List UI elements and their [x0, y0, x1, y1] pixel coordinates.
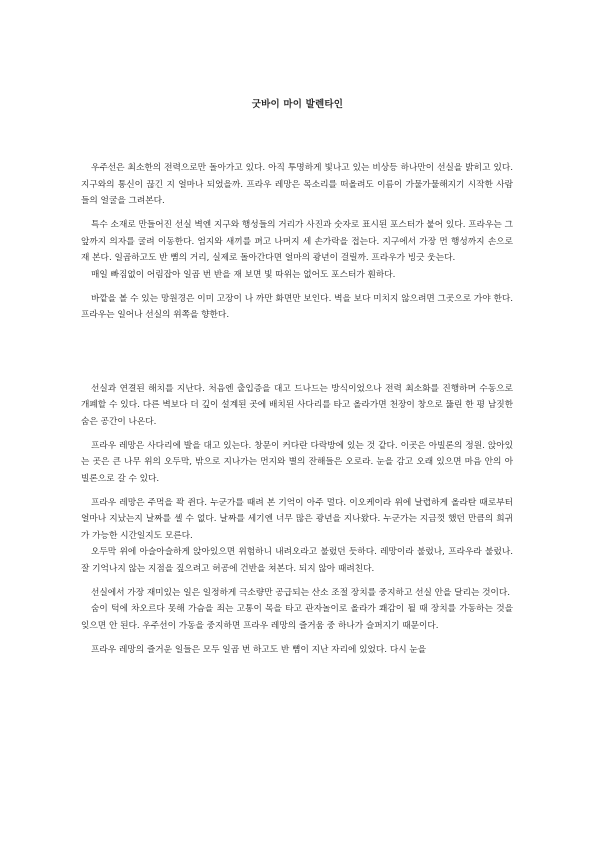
document-title: 굿바이 마이 발렌타인 [251, 99, 344, 110]
paragraph: 프라우 레망의 즐거운 일들은 모두 일곱 번 하고도 반 뼘이 지난 자리에 있었다. 다시 눈을 [91, 644, 427, 655]
document-body [81, 160, 513, 658]
paragraph: 오두막 위에 아슬아슬하게 앉아있으면 위험하니 내려오라고 불렀던 듯하다. 레망이라 불렀나, 프라우라 불렀나. 잘 기억나지 않는 지점을 짚으려고 허공에 건반을 쳐본다. 되지 않아 때려친다. [81, 547, 513, 574]
paragraph: 매일 빠짐없이 어림잡아 일곱 번 반을 재 보면 빛 따위는 없어도 포스터가 훤하다. [91, 269, 396, 280]
paragraph: 프라우 레망은 주먹을 꽉 쥔다. 누군가를 때려 본 기억이 아주 멀다. 이오케이라 위에 날렵하게 올라탄 때로부터 얼마나 지났는지 날짜를 셀 수 없다. 날짜를 세기엔 너무 많은 광년을 지나왔다. 누군가는 지금껏 했던 만큼의 희귀가 가능한 시간일지도 모른다. [81, 497, 513, 541]
paragraph: 특수 소재로 만들어진 선실 벽엔 지구와 행성들의 거리가 사진과 숫자로 표시된 포스터가 붙어 있다. 프라우는 그 앞까지 의자를 굴려 이동한다. 엄지와 새끼를 펴고 나머지 세 손가락을 접는다. 지구에서 가장 먼 행성까지 손으로 재 본다. 일곱하고도 반 뼘의 거리, 실제로 돌아간다면 얼마의 광년이 걸릴까. 프라우가 빙긋 웃는다. [81, 220, 513, 263]
paragraph: 선실과 연결된 해치를 지난다. 처음엔 출입증을 대고 드나드는 방식이었으나 전력 최소화를 진행하며 수동으로 개폐할 수 있다. 다른 벽보다 더 깊이 설계된 곳에 배치된 사다리를 타고 올라가면 천장이 창으로 뚫린 한 평 남짓한 숨은 공간이 나온다. [81, 383, 513, 427]
paragraph: 선실에서 가장 재미있는 일은 일정하게 극소량만 공급되는 산소 조절 장치를 중지하고 선실 안을 달리는 것이다. [91, 587, 511, 598]
paragraph: 바깥을 볼 수 있는 망원경은 이미 고장이 나 까만 화면만 보인다. 벽을 보다 미치지 않으려면 그곳으로 가야 한다. 프라우는 일어나 선실의 위쪽을 향한다. [81, 293, 513, 320]
paragraph: 숨이 턱에 차오르다 못해 가슴을 죄는 고통이 목을 타고 관자놀이로 올라가 쾌감이 될 때 장치를 가동하는 것을 잊으면 안 된다. 우주선이 가동을 중지하면 프라우 레망의 즐거움 중 하나가 슬퍼지기 때문이다. [81, 604, 513, 631]
paragraph: 우주선은 최소한의 전력으로만 돌아가고 있다. 아직 투명하게 빛나고 있는 비상등 하나만이 선실을 밝히고 있다. 지구와의 통신이 끊긴 지 얼마나 되었을까. 프라우 레망은 목소리를 떠올려도 이름이 가물가물해지기 시작한 사람들의 얼굴을 그려본다. [81, 163, 513, 206]
paragraph: 프라우 레망은 사다리에 발을 대고 있는다. 창문이 커다란 다락방에 있는 것 같다. 이곳은 아빌론의 정원. 앉아있는 곳은 큰 나무 위의 오두막, 밖으로 지나가는 먼지와 별의 잔해들은 오로라. 눈을 감고 오래 있으면 마음 안의 아빌론으로 갈 수 있다. [81, 440, 513, 484]
